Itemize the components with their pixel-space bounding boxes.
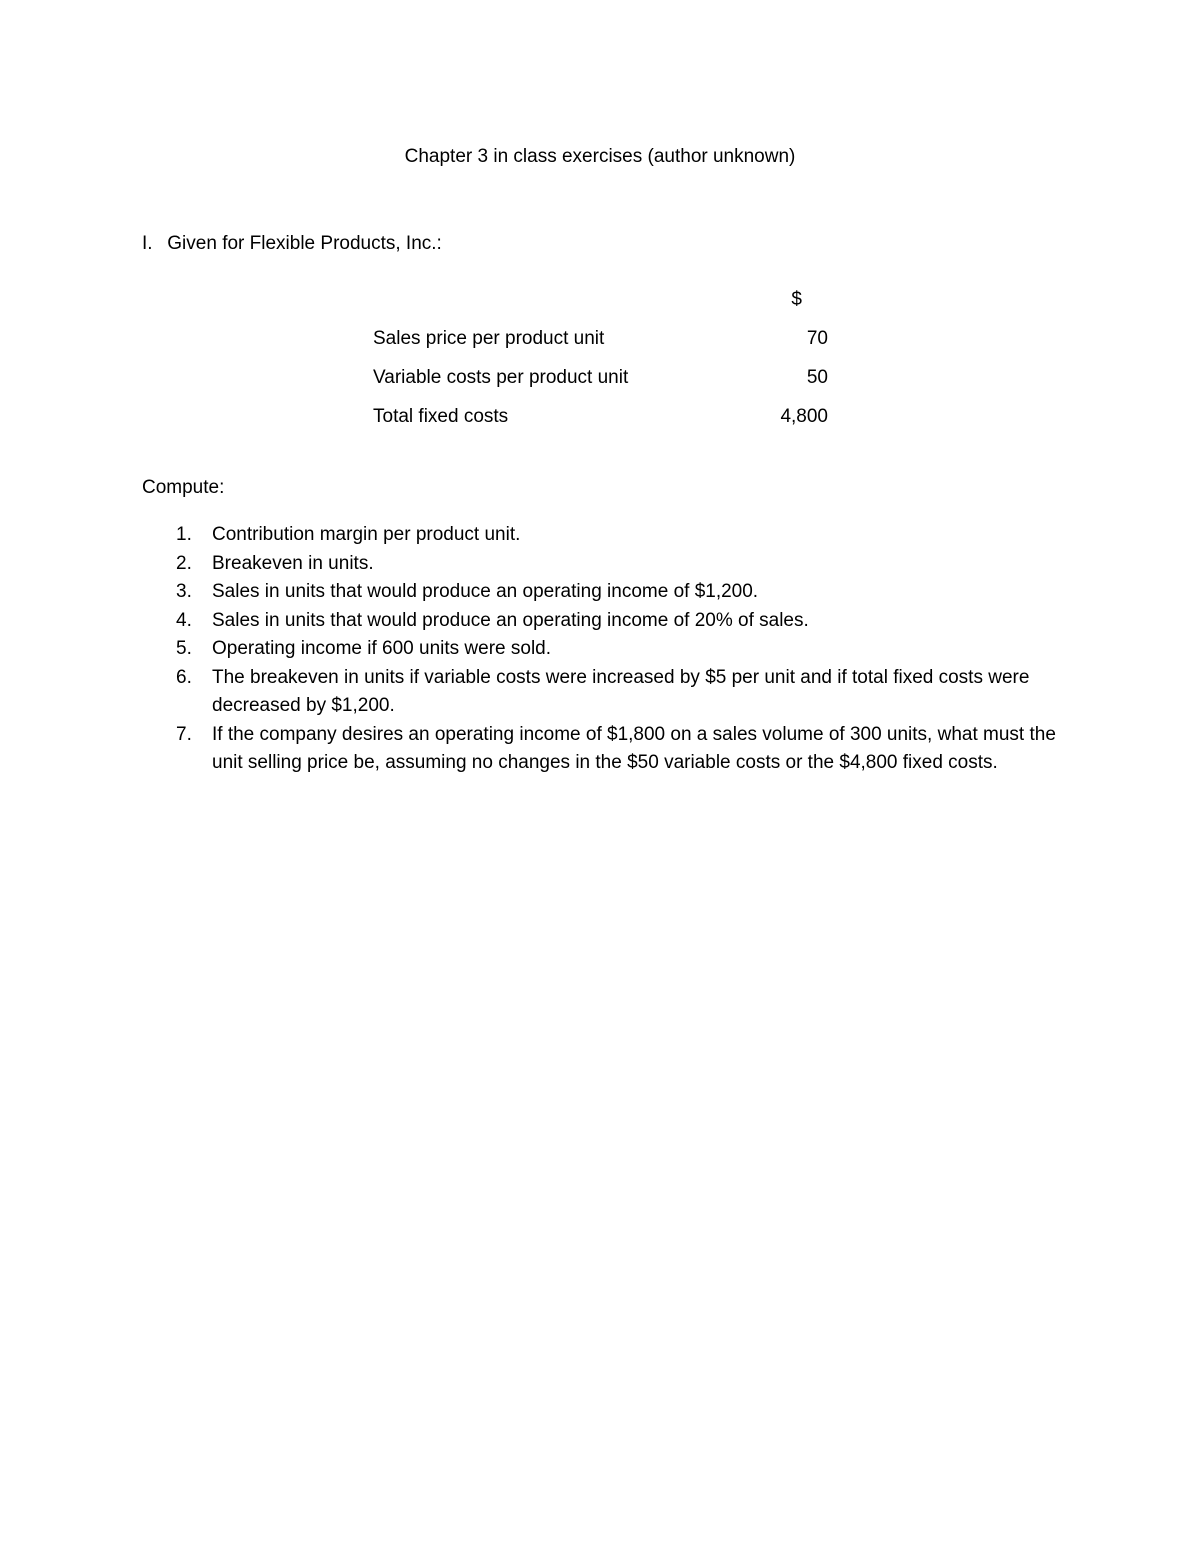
given-row-label: Total fixed costs [373,406,509,427]
compute-label: Compute: [142,477,225,498]
question-text: Contribution margin per product unit. [212,524,521,545]
given-row-label: Variable costs per product unit [373,367,629,388]
given-row-value: 50 [806,367,828,388]
question-list [142,521,1072,778]
question-number: 7. [176,723,192,745]
question-item [142,550,1072,579]
question-number: 2. [176,552,192,574]
section-heading-text: Given for Flexible Products, Inc.: [167,233,442,254]
section-number: I. [142,233,153,254]
given-table-header-row [373,288,828,327]
section-heading [142,232,442,256]
question-item [142,721,1072,778]
question-item [142,635,1072,664]
given-table-row [373,327,828,366]
question-number: 6. [176,666,192,688]
given-row-label: Sales price per product unit [373,328,605,349]
question-text: Operating income if 600 units were sold. [212,638,552,659]
question-number: 1. [176,524,192,545]
question-item [142,664,1072,721]
question-text: The breakeven in units if variable costs were increased by $5 per unit and if total fixed costs were decreased by $1,200. [212,666,1030,716]
given-table-row [373,405,828,444]
question-text: If the company desires an operating income of $1,800 on a sales volume of 300 units, what must the unit selling price be, assuming no changes in the $50 variable costs or the $4,800 fixed costs. [212,723,1056,773]
question-text: Sales in units that would produce an operating income of $1,200. [212,581,759,602]
question-item [142,521,1072,550]
given-data-table [373,288,828,444]
question-item [142,607,1072,636]
question-text: Breakeven in units. [212,552,374,574]
question-item [142,578,1072,607]
question-number: 4. [176,609,192,631]
question-text: Sales in units that would produce an operating income of 20% of sales. [212,609,809,631]
given-table-row [373,366,828,405]
given-row-value: 70 [806,328,828,349]
currency-header: $ [791,289,802,310]
document-title: Chapter 3 in class exercises (author unknown) [404,146,796,167]
question-number: 5. [176,638,192,659]
given-row-value: 4,800 [780,406,828,427]
question-number: 3. [176,581,192,602]
